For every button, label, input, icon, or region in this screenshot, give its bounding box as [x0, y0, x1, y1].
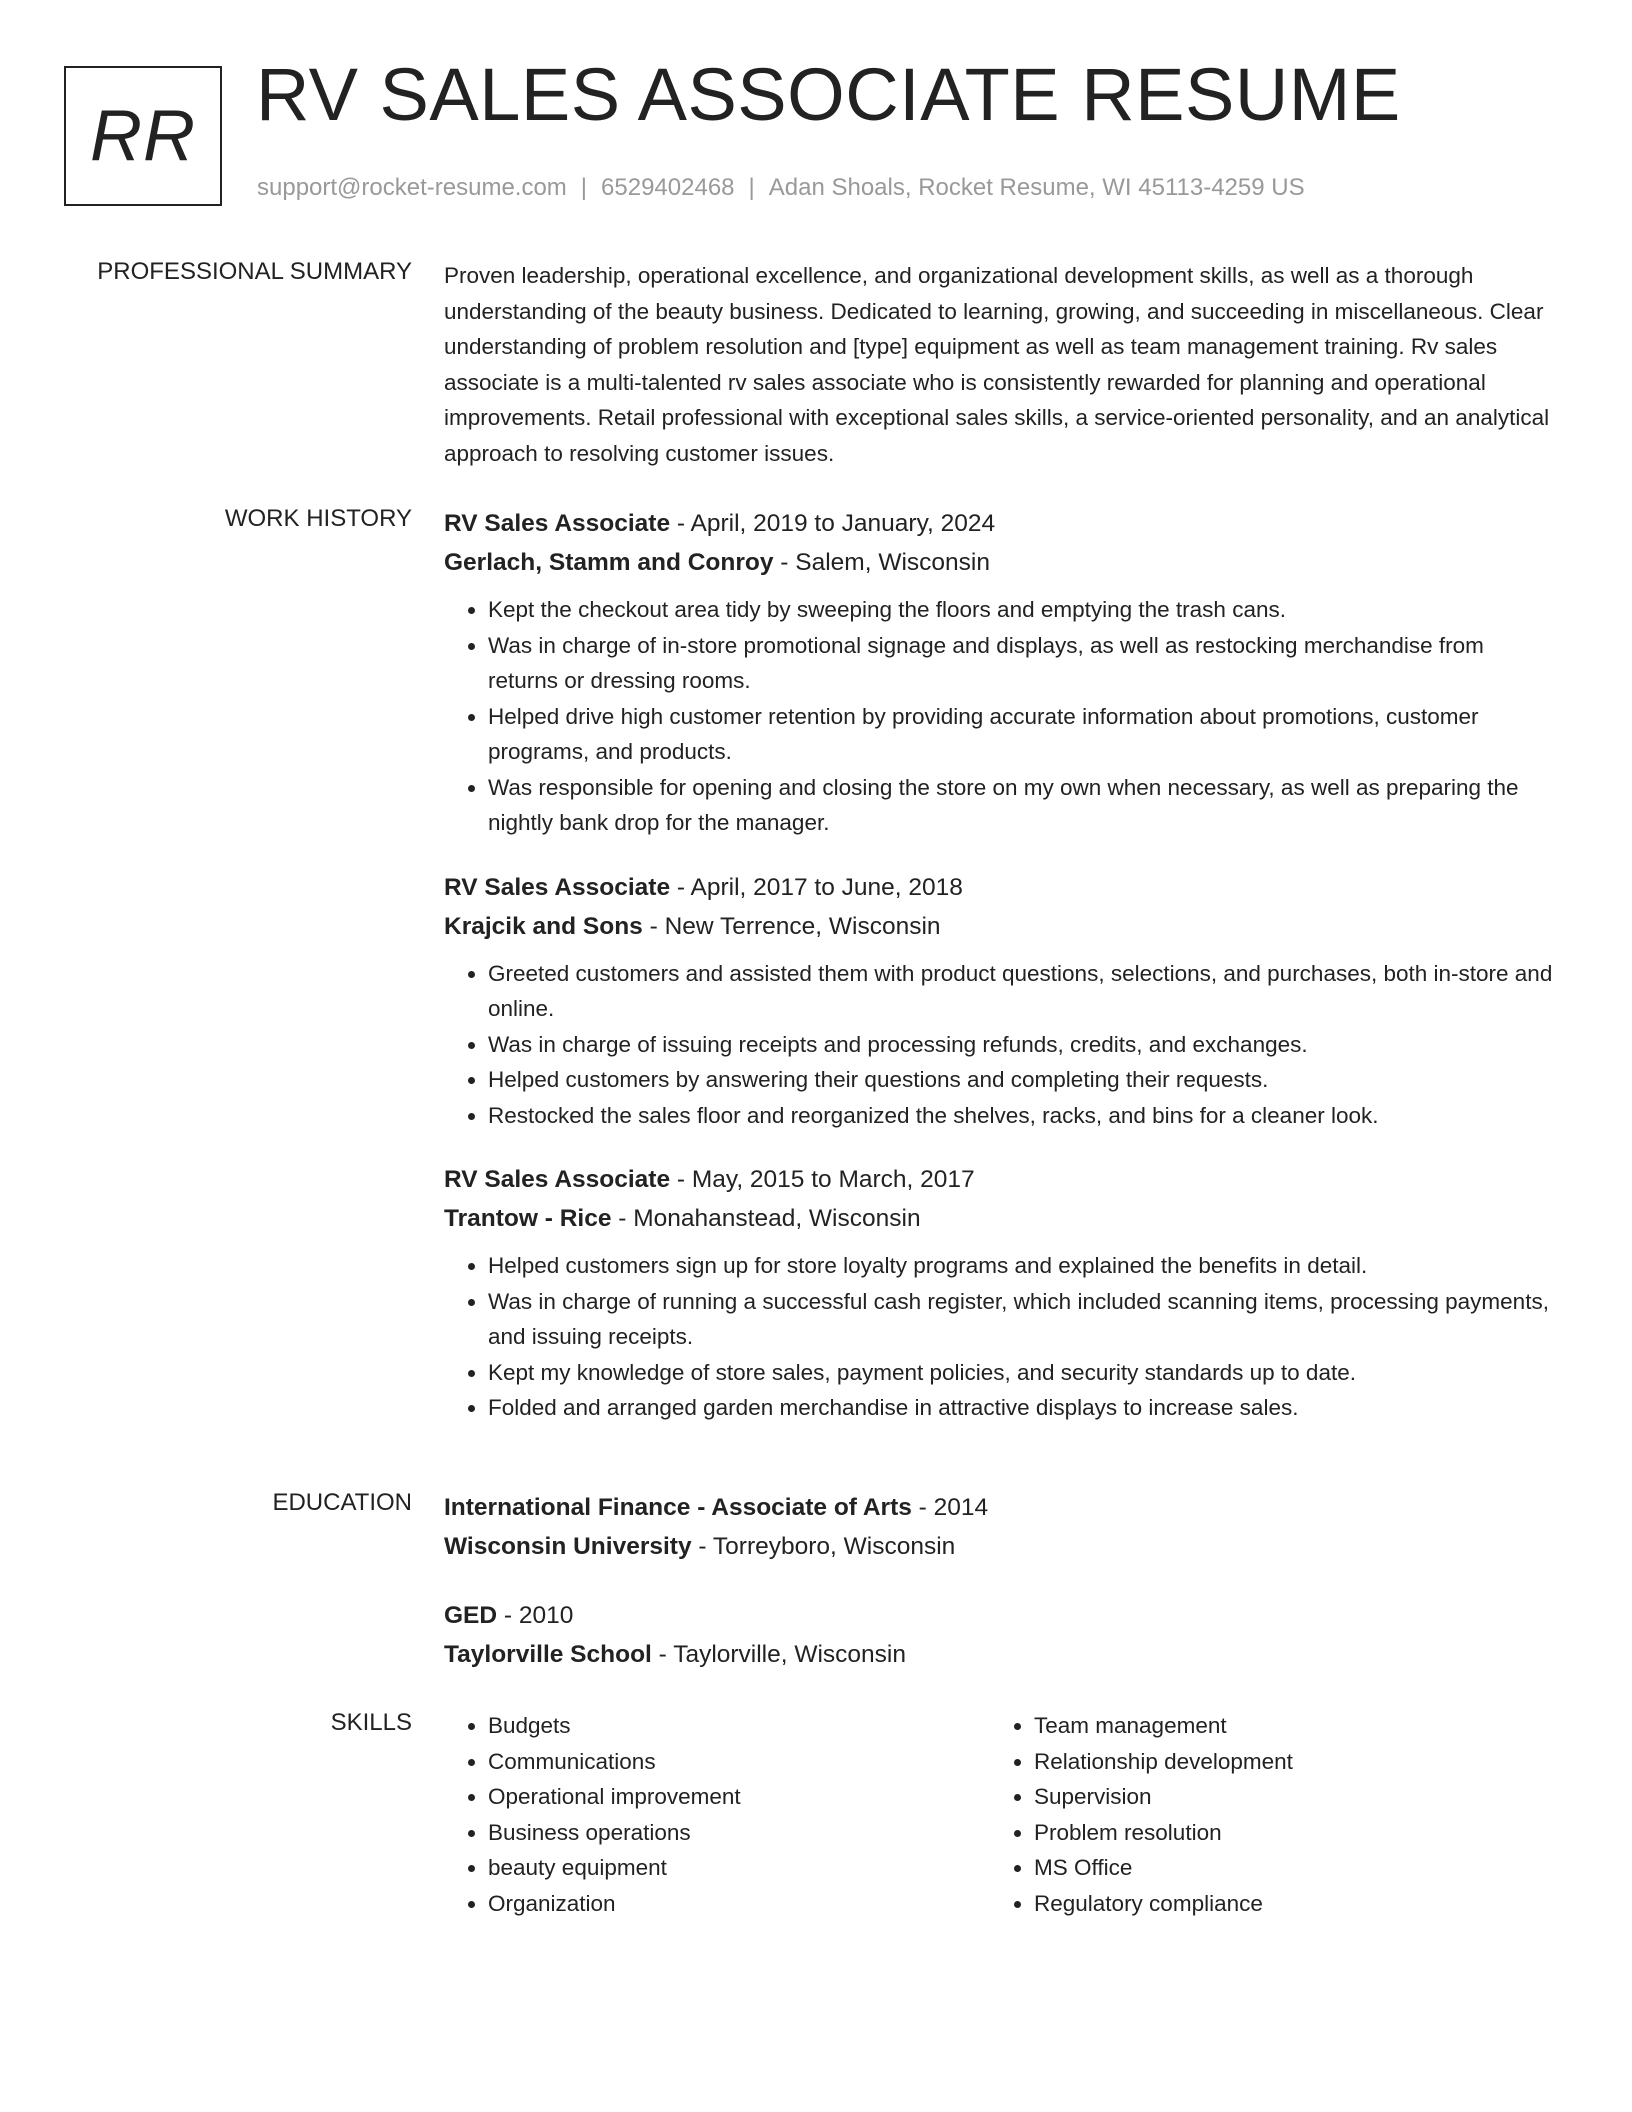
- skill-item: • Operational improvement: [488, 1779, 990, 1815]
- education-school-line: [444, 1635, 1560, 1674]
- job-bullet: • Was in charge of in-store promotional signage and displays, as well as restocking merchandise from returns or dressing rooms.: [488, 628, 1560, 699]
- skill-item: • Problem resolution: [1034, 1815, 1536, 1851]
- education-degree: International Finance - Associate of Arts: [444, 1494, 912, 1521]
- contact-email: support@rocket-resume.com: [257, 174, 567, 201]
- job-title-line: [444, 1160, 1560, 1199]
- job-company-line: [444, 907, 1560, 946]
- job-location: - Salem, Wisconsin: [773, 549, 990, 576]
- education-school: Wisconsin University: [444, 1533, 692, 1560]
- job-bullets: [444, 956, 1560, 1134]
- education-heading: EDUCATION: [272, 1489, 412, 1516]
- education-school: Taylorville School: [444, 1641, 652, 1668]
- job-bullet: • Helped customers sign up for store loyalty programs and explained the benefits in detail.: [488, 1248, 1560, 1284]
- contact-address: Adan Shoals, Rocket Resume, WI 45113-4259 US: [768, 174, 1305, 201]
- education-year: - 2014: [911, 1494, 989, 1521]
- job-bullet: • Kept the checkout area tidy by sweeping the floors and emptying the trash cans.: [488, 592, 1560, 628]
- contact-separator: |: [748, 174, 755, 201]
- skill-item: • Regulatory compliance: [1034, 1886, 1536, 1922]
- job-company: Trantow - Rice: [444, 1205, 612, 1232]
- job-company: Krajcik and Sons: [444, 912, 643, 940]
- skill-item: • Organization: [488, 1886, 990, 1922]
- education-school-line: [444, 1527, 1560, 1566]
- job-company-line: [444, 543, 1560, 582]
- job-company: Gerlach, Stamm and Conroy: [444, 549, 774, 576]
- job-dates: - May, 2015 to March, 2017: [670, 1166, 975, 1193]
- job-bullet: • Helped customers by answering their questions and completing their requests.: [488, 1062, 1560, 1098]
- job-title-line: [444, 868, 1560, 907]
- skills-column-left: [444, 1708, 990, 1921]
- contact-separator: |: [580, 174, 588, 201]
- skills-column-right: [990, 1708, 1536, 1921]
- summary-body: [444, 258, 1560, 471]
- skills-body: [444, 1708, 1560, 1921]
- job-bullets: [444, 1248, 1560, 1426]
- education-location: - Taylorville, Wisconsin: [651, 1641, 906, 1668]
- education-degree-line: [444, 1596, 1560, 1635]
- contact-phone: 6529402468: [601, 174, 735, 201]
- education-entry: [444, 1488, 1560, 1566]
- job-location: - New Terrence, Wisconsin: [642, 912, 941, 940]
- job-title-line: [444, 504, 1560, 543]
- education-entry: [444, 1596, 1560, 1674]
- job-bullet: • Kept my knowledge of store sales, payment policies, and security standards up to date.: [488, 1355, 1560, 1391]
- summary-text: Proven leadership, operational excellence, and organizational development skills, as well as a thorough understanding of the beauty business. Dedicated to learning, growing, and succeeding in miscellaneous. Clear understanding of problem resolution and [type] equipment as well as team management training. Rv sales associate is a multi-talented rv sales associate who is consistently rewarded for planning and operational improvements. Retail professional with exceptional sales skills, a service-oriented personality, and an analytical approach to resolving customer issues.: [444, 263, 1550, 466]
- job-dates: - April, 2017 to June, 2018: [670, 873, 963, 901]
- education-year: - 2010: [497, 1602, 574, 1629]
- job-bullet: • Folded and arranged garden merchandise in attractive displays to increase sales.: [488, 1390, 1560, 1426]
- skill-item: • beauty equipment: [488, 1850, 990, 1886]
- job-entry: [444, 504, 1560, 841]
- work-history-heading: WORK HISTORY: [224, 505, 412, 532]
- skill-item: • Business operations: [488, 1815, 990, 1851]
- work-history-body: [444, 504, 1560, 1453]
- job-entry: [444, 1160, 1560, 1426]
- skill-item: • Supervision: [1034, 1779, 1536, 1815]
- education-location: - Torreyboro, Wisconsin: [691, 1533, 956, 1560]
- job-entry: [444, 868, 1560, 1134]
- job-bullets: [444, 592, 1560, 841]
- job-bullet: • Was in charge of issuing receipts and processing refunds, credits, and exchanges.: [488, 1027, 1560, 1063]
- job-title: RV Sales Associate: [444, 1166, 671, 1193]
- job-bullet: • Was in charge of running a successful cash register, which included scanning items, processing payments, and issuing receipts.: [488, 1284, 1560, 1355]
- job-title: RV Sales Associate: [444, 873, 671, 901]
- job-bullet: • Restocked the sales floor and reorganized the shelves, racks, and bins for a cleaner look.: [488, 1098, 1560, 1134]
- job-bullet: • Was responsible for opening and closing the store on my own when necessary, as well as preparing the nightly bank drop for the manager.: [488, 770, 1560, 841]
- skills-heading: SKILLS: [330, 1709, 412, 1736]
- resume-title: RV SALES ASSOCIATE RESUME: [256, 53, 1401, 136]
- contact-line: [257, 174, 1305, 202]
- monogram-logo: RR: [64, 66, 222, 206]
- job-bullet: • Greeted customers and assisted them with product questions, selections, and purchases, both in-store and online.: [488, 956, 1560, 1027]
- skill-item: • Team management: [1034, 1708, 1536, 1744]
- skill-item: • Communications: [488, 1744, 990, 1780]
- summary-heading: PROFESSIONAL SUMMARY: [97, 258, 412, 285]
- education-degree-line: [444, 1488, 1560, 1527]
- job-company-line: [444, 1199, 1560, 1238]
- job-dates: - April, 2019 to January, 2024: [670, 510, 996, 537]
- skill-item: • Relationship development: [1034, 1744, 1536, 1780]
- skills-columns: [444, 1708, 1560, 1921]
- education-degree: GED: [444, 1602, 498, 1629]
- job-bullet: • Helped drive high customer retention by providing accurate information about promotions, customer programs, and products.: [488, 699, 1560, 770]
- job-title: RV Sales Associate: [444, 510, 671, 537]
- job-location: - Monahanstead, Wisconsin: [611, 1205, 921, 1232]
- education-body: [444, 1488, 1560, 1704]
- skill-item: • MS Office: [1034, 1850, 1536, 1886]
- skill-item: • Budgets: [488, 1708, 990, 1744]
